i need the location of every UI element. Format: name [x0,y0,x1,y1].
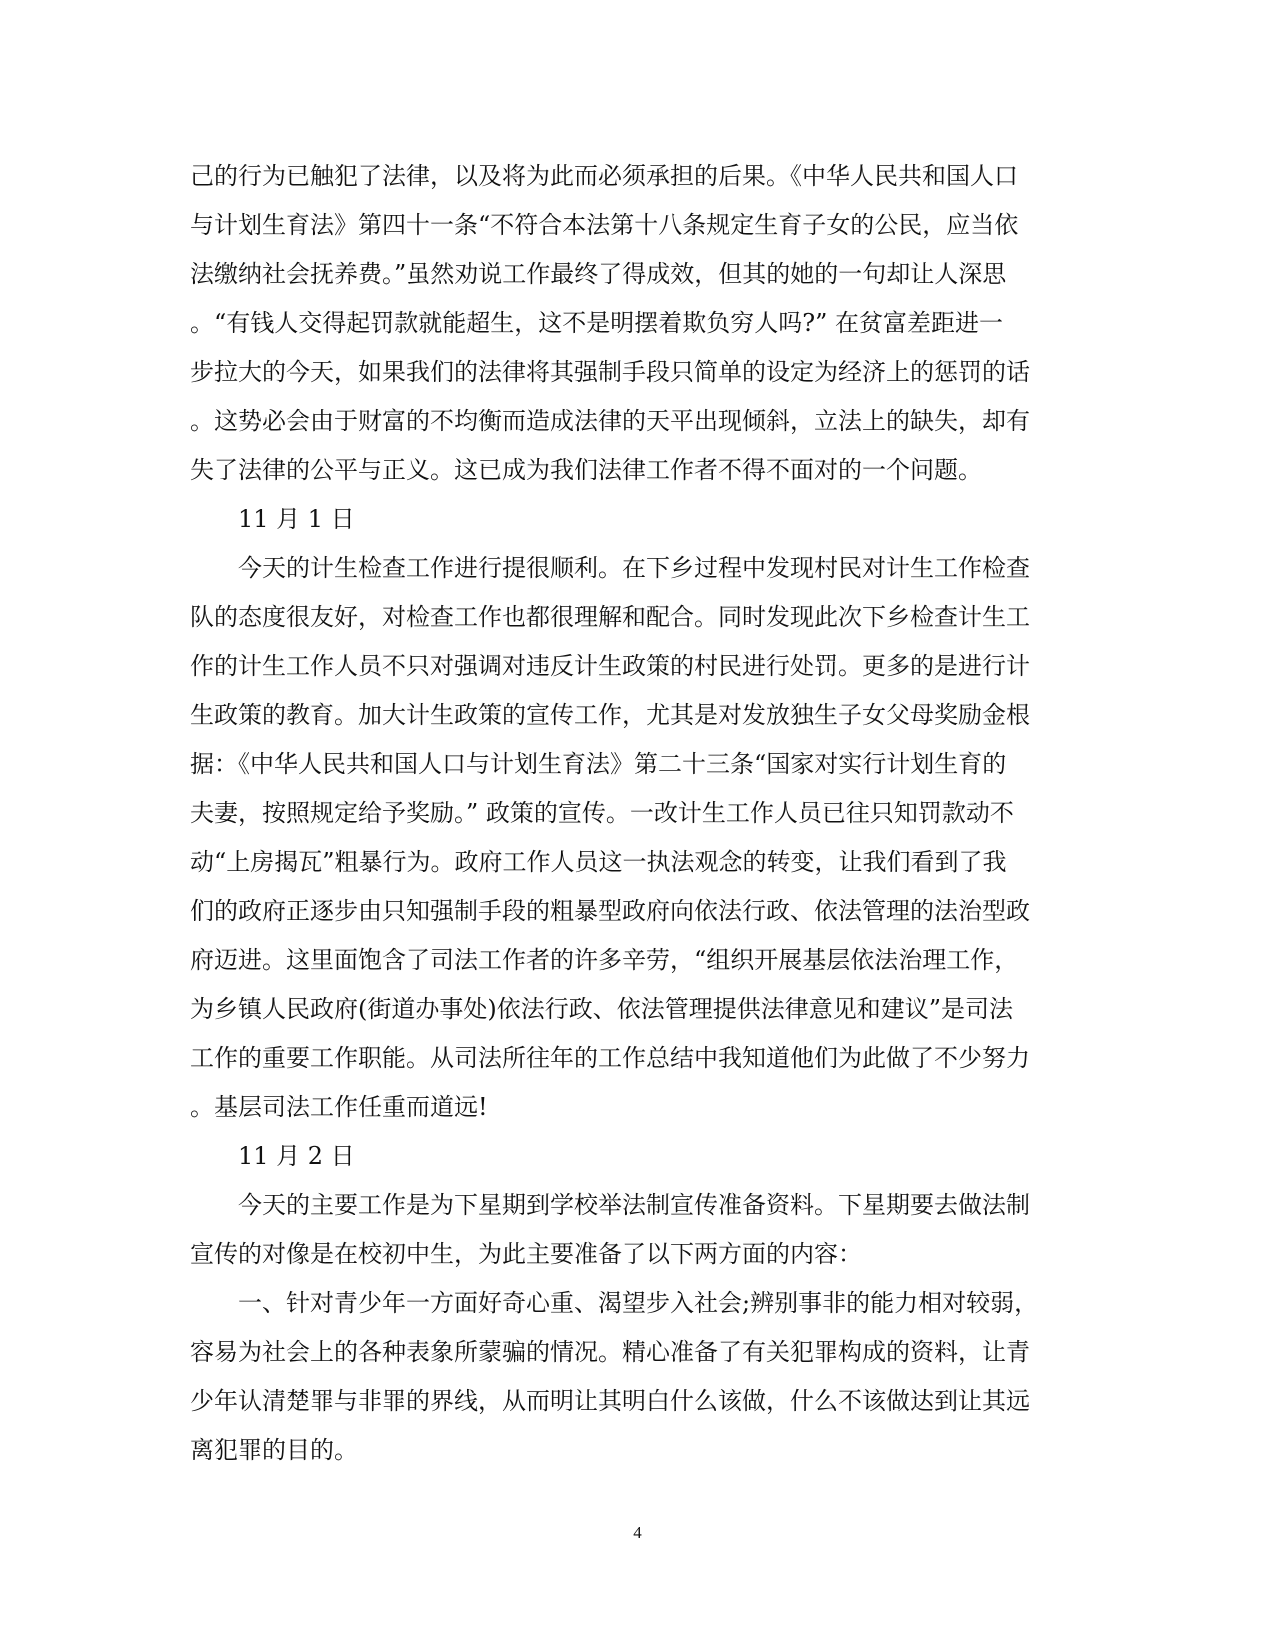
text-line: 队的态度很友好，对检查工作也都很理解和配合。同时发现此次下乡检查计生工 [190,603,1030,631]
text-line: 动“上房揭瓦”粗暴行为。政府工作人员这一执法观念的转变，让我们看到了我 [190,848,1007,876]
page-number: 4 [633,1523,642,1542]
text-line: 府迈进。这里面饱含了司法工作者的许多辛劳，“组织开展基层依法治理工作， [190,946,1019,974]
text-line: 己的行为已触犯了法律，以及将为此而必须承担的后果。《中华人民共和国人口 [190,162,1018,190]
date-heading-nov-2: 11 月 2 日 [238,1142,355,1170]
text-line: 法缴纳社会抚养费。”虽然劝说工作最终了得成效，但其的她的一句却让人深思 [190,260,1007,288]
text-line: 。这势必会由于财富的不均衡而造成法律的天平出现倾斜，立法上的缺失，却有 [190,407,1030,435]
text-line: 。基层司法工作任重而道远! [190,1093,488,1121]
text-line: 作的计生工作人员不只对强调对违反计生政策的村民进行处罚。更多的是进行计 [190,652,1030,680]
text-line: 容易为社会上的各种表象所蒙骗的情况。精心准备了有关犯罪构成的资料，让青 [190,1338,1030,1366]
text-line: 们的政府正逐步由只知强制手段的粗暴型政府向依法行政、依法管理的法治型政 [190,897,1030,925]
text-line: 一、针对青少年一方面好奇心重、渴望步入社会;辨别事非的能力相对较弱， [238,1289,1039,1317]
text-line: 步拉大的今天，如果我们的法律将其强制手段只简单的设定为经济上的惩罚的话 [190,358,1030,386]
text-line: 夫妻，按照规定给予奖励。” 政策的宣传。一改计生工作人员已往只知罚款动不 [190,799,1014,827]
text-line: 离犯罪的目的。 [190,1436,358,1464]
text-line: 失了法律的公平与正义。这已成为我们法律工作者不得不面对的一个问题。 [190,456,982,484]
text-line: 。“有钱人交得起罚款就能超生，这不是明摆着欺负穷人吗?” 在贫富差距进一 [190,309,1004,337]
date-heading-nov-1: 11 月 1 日 [238,505,355,533]
text-line: 工作的重要工作职能。从司法所往年的工作总结中我知道他们为此做了不少努力 [190,1044,1030,1072]
text-line: 宣传的对像是在校初中生，为此主要准备了以下两方面的内容： [190,1240,862,1268]
text-line: 今天的计生检查工作进行提很顺利。在下乡过程中发现村民对计生工作检查 [238,554,1030,582]
text-line: 生政策的教育。加大计生政策的宣传工作，尤其是对发放独生子女父母奖励金根 [190,701,1030,729]
text-line: 少年认清楚罪与非罪的界线，从而明让其明白什么该做，什么不该做达到让其远 [190,1387,1030,1415]
text-line: 与计划生育法》第四十一条“不符合本法第十八条规定生育子女的公民，应当依 [190,211,1019,239]
text-line: 据：《中华人民共和国人口与计划生育法》第二十三条“国家对实行计划生育的 [190,750,1007,778]
document-body [190,152,1070,1475]
text-line: 为乡镇人民政府(街道办事处)依法行政、依法管理提供法律意见和建议”是司法 [190,995,1013,1023]
text-line: 今天的主要工作是为下星期到学校举法制宣传准备资料。下星期要去做法制 [238,1191,1030,1219]
